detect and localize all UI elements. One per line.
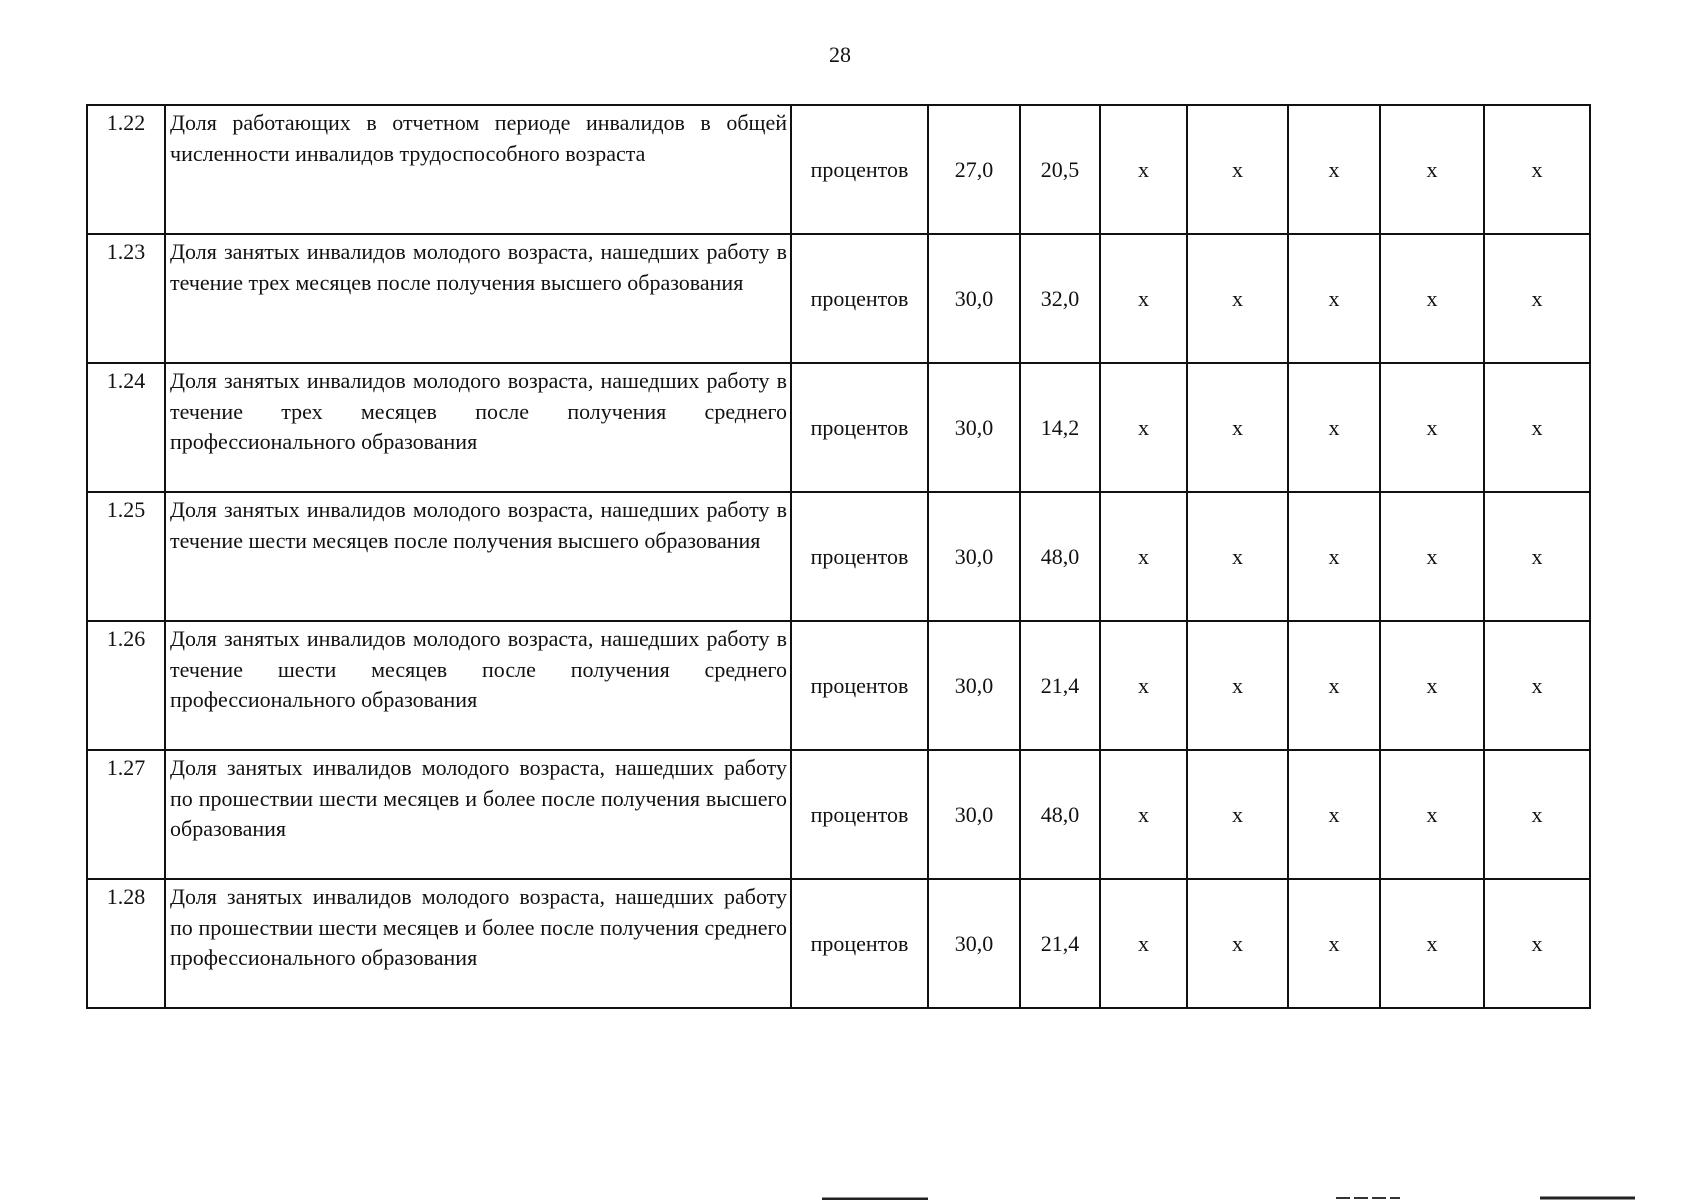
row-number: 1.24 [87,363,165,492]
mark-cell: х [1187,492,1288,621]
mark-cell: х [1187,879,1288,1008]
mark-cell: х [1484,492,1590,621]
value-cell-2: 32,0 [1020,234,1100,363]
mark-cell: х [1100,879,1187,1008]
value-cell-2: 48,0 [1020,750,1100,879]
mark-cell: х [1187,621,1288,750]
table-row [87,105,1590,234]
value-cell-1: 30,0 [928,879,1020,1008]
value-cell-1: 30,0 [928,492,1020,621]
mark-cell: х [1187,105,1288,234]
value-cell-1: 30,0 [928,621,1020,750]
mark-cell: х [1187,363,1288,492]
row-number: 1.25 [87,492,165,621]
mark-cell: х [1288,879,1380,1008]
indicator-description: Доля занятых инвалидов молодого возраста, нашедших работу в течение шести месяцев после получения высшего образования [165,492,791,621]
mark-cell: х [1187,750,1288,879]
mark-cell: х [1288,363,1380,492]
mark-cell: х [1484,105,1590,234]
mark-cell: х [1100,750,1187,879]
unit-cell: процентов [791,492,928,621]
value-cell-2: 20,5 [1020,105,1100,234]
mark-cell: х [1380,363,1484,492]
unit-cell: процентов [791,363,928,492]
table-row [87,750,1590,879]
row-number: 1.22 [87,105,165,234]
row-number: 1.23 [87,234,165,363]
table-row [87,879,1590,1008]
mark-cell: х [1484,621,1590,750]
unit-cell: процентов [791,750,928,879]
value-cell-1: 30,0 [928,234,1020,363]
value-cell-1: 27,0 [928,105,1020,234]
value-cell-1: 30,0 [928,750,1020,879]
mark-cell: х [1484,363,1590,492]
indicator-table [86,104,1591,1009]
indicator-description: Доля занятых инвалидов молодого возраста, нашедших работу в течение трех месяцев после получения среднего профессионального образования [165,363,791,492]
mark-cell: х [1100,105,1187,234]
mark-cell: х [1100,492,1187,621]
indicator-description: Доля занятых инвалидов молодого возраста, нашедших работу в течение трех месяцев после получения высшего образования [165,234,791,363]
mark-cell: х [1187,234,1288,363]
mark-cell: х [1100,363,1187,492]
mark-cell: х [1288,750,1380,879]
value-cell-2: 14,2 [1020,363,1100,492]
indicator-description: Доля работающих в отчетном периоде инвалидов в общей численности инвалидов трудоспособного возраста [165,105,791,234]
mark-cell: х [1380,621,1484,750]
mark-cell: х [1484,234,1590,363]
mark-cell: х [1380,234,1484,363]
mark-cell: х [1288,105,1380,234]
mark-cell: х [1288,234,1380,363]
mark-cell: х [1484,750,1590,879]
value-cell-2: 48,0 [1020,492,1100,621]
row-number: 1.28 [87,879,165,1008]
unit-cell: процентов [791,105,928,234]
indicator-description: Доля занятых инвалидов молодого возраста, нашедших работу по прошествии шести месяцев и более после получения высшего образования [165,750,791,879]
value-cell-2: 21,4 [1020,621,1100,750]
value-cell-1: 30,0 [928,363,1020,492]
unit-cell: процентов [791,879,928,1008]
unit-cell: процентов [791,234,928,363]
mark-cell: х [1380,492,1484,621]
mark-cell: х [1288,492,1380,621]
mark-cell: х [1380,105,1484,234]
table-row [87,363,1590,492]
mark-cell: х [1484,879,1590,1008]
row-number: 1.26 [87,621,165,750]
mark-cell: х [1100,234,1187,363]
mark-cell: х [1380,879,1484,1008]
table-row [87,234,1590,363]
page-number: 28 [829,42,851,67]
mark-cell: х [1100,621,1187,750]
row-number: 1.27 [87,750,165,879]
unit-cell: процентов [791,621,928,750]
mark-cell: х [1380,750,1484,879]
indicator-description: Доля занятых инвалидов молодого возраста, нашедших работу по прошествии шести месяцев и более после получения среднего профессионального образования [165,879,791,1008]
value-cell-2: 21,4 [1020,879,1100,1008]
table-row [87,621,1590,750]
table-row [87,492,1590,621]
mark-cell: х [1288,621,1380,750]
indicator-description: Доля занятых инвалидов молодого возраста, нашедших работу в течение шести месяцев после получения среднего профессионального образования [165,621,791,750]
